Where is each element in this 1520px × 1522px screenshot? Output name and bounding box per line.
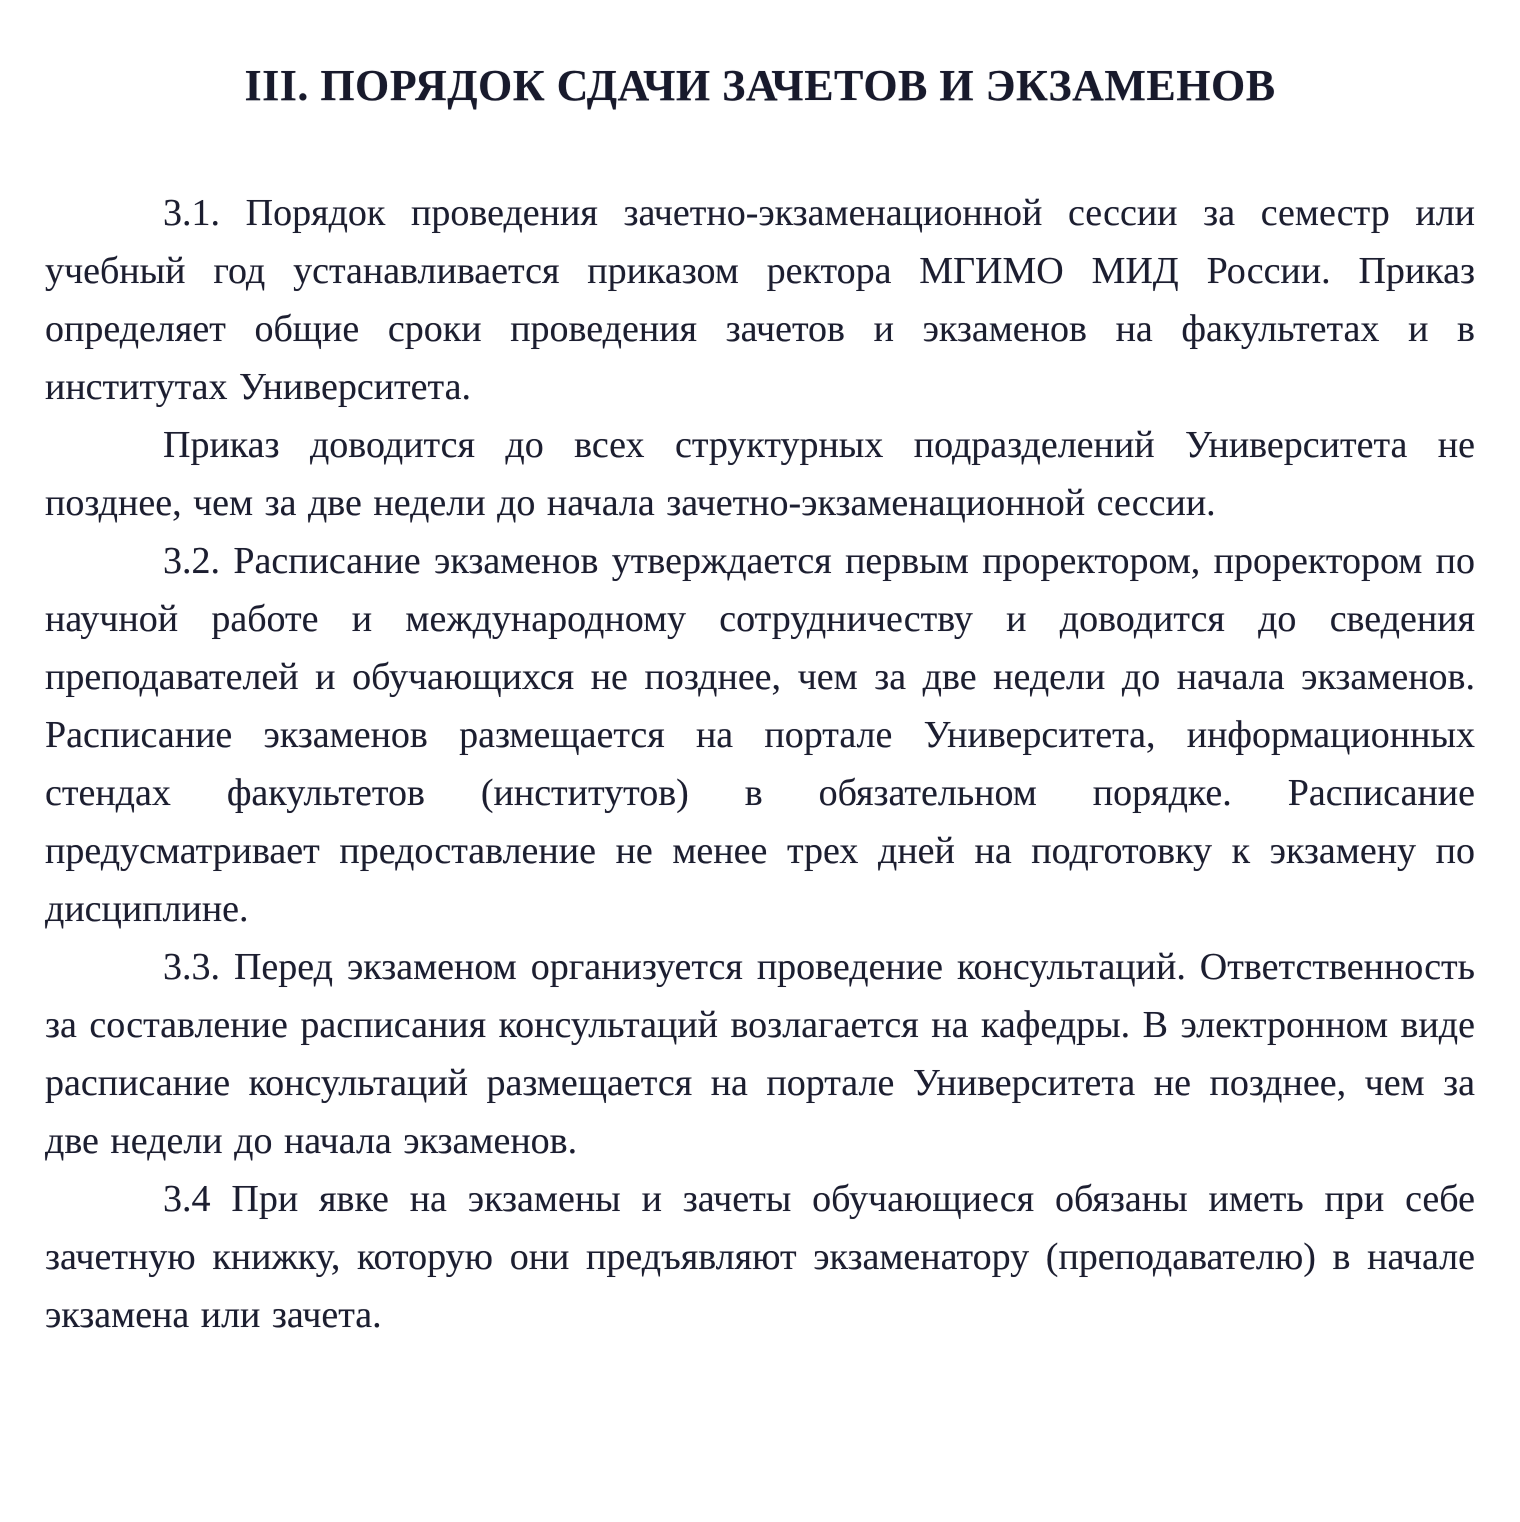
- paragraph-3-1: 3.1. Порядок проведения зачетно-экзаменационной сессии за семестр или учебный год устанавливается приказом ректора МГИМО МИД России. Приказ определяет общие сроки проведения зачетов и экзаменов на факультетах и в институтах Университета.: [45, 192, 1475, 408]
- paragraph-3-2: 3.2. Расписание экзаменов утверждается первым проректором, проректором по научной работе и международному сотрудничеству и доводится до сведения преподавателей и обучающихся не позднее, чем за две недели до начала экзаменов. Расписание экзаменов размещается на портале Университета, информационных стендах факультетов (институтов) в обязательном порядке. Расписание предусматривает предоставление не менее трех дней на подготовку к экзамену по дисциплине.: [45, 540, 1475, 930]
- paragraph-3-3: 3.3. Перед экзаменом организуется проведение консультаций. Ответственность за составление расписания консультаций возлагается на кафедры. В электронном виде расписание консультаций размещается на портале Университета не позднее, чем за две недели до начала экзаменов.: [45, 946, 1475, 1162]
- paragraph-3-4: 3.4 При явке на экзамены и зачеты обучающиеся обязаны иметь при себе зачетную книжку, которую они предъявляют экзаменатору (преподавателю) в начале экзамена или зачета.: [45, 1178, 1475, 1336]
- section-title: III. ПОРЯДОК СДАЧИ ЗАЧЕТОВ И ЭКЗАМЕНОВ: [244, 61, 1276, 110]
- document-body: [45, 184, 1475, 1344]
- paragraph-3-1-continued: Приказ доводится до всех структурных подразделений Университета не позднее, чем за две недели до начала зачетно-экзаменационной сессии.: [45, 424, 1475, 524]
